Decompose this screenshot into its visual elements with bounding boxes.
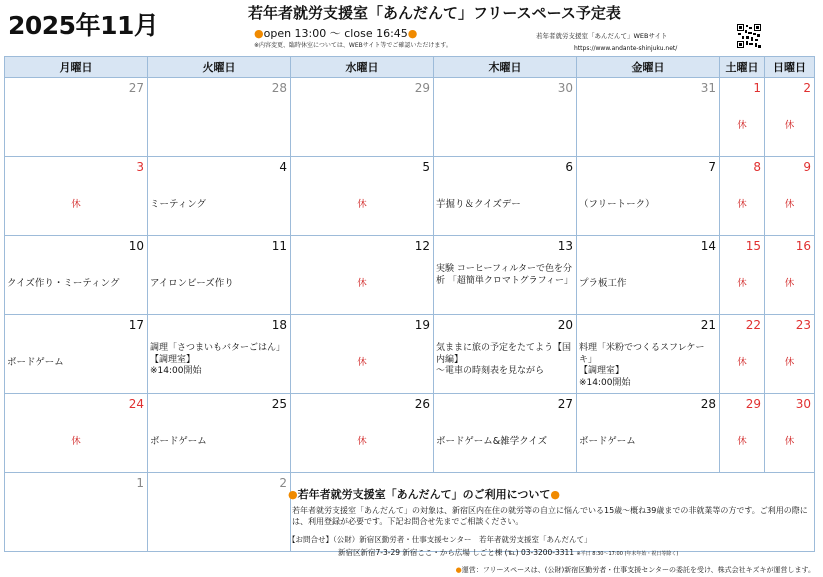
event-text: ボードゲーム [7, 357, 64, 368]
info-body: 若年者就労支援室「あんだんて」の対象は、新宿区内在住の就労等の自立に悩んでいる15歳〜概ね39歳までの非就業等の方です。ご利用の際には、利用登録が必要です。下記お問合せ先までご相談ください。 [292, 506, 808, 526]
calendar-day-cell [720, 157, 765, 236]
day-number: 17 [128, 318, 144, 332]
day-number: 21 [700, 318, 716, 332]
calendar-day-cell [148, 78, 291, 157]
day-number: 20 [557, 318, 573, 332]
closed-label: 休 [357, 278, 367, 289]
calendar-day-cell [720, 315, 765, 394]
closed-label: 休 [737, 120, 747, 131]
closed-label: 休 [357, 357, 367, 368]
footer-note [456, 565, 815, 575]
closed-label: 休 [737, 357, 747, 368]
calendar-day-cell [5, 78, 148, 157]
contact-line-2 [288, 547, 818, 558]
day-number: 22 [745, 318, 761, 332]
day-number: 30 [795, 397, 811, 411]
orange-dot-icon: ● [288, 488, 298, 501]
weekday-header: 木曜日 [434, 57, 577, 78]
calendar-day-cell [5, 236, 148, 315]
calendar-day-cell [291, 394, 434, 473]
weekday-header: 金曜日 [577, 57, 720, 78]
day-number: 26 [414, 397, 430, 411]
info-heading-line [288, 486, 818, 502]
day-number: 27 [128, 81, 144, 95]
year-month: 2025年11月 [8, 11, 159, 40]
event-text: 料理「米粉でつくるスフレケーキ」 【調理室】 ※14:00開始 [579, 343, 705, 388]
calendar-day-cell [148, 394, 291, 473]
calendar-day-cell [291, 78, 434, 157]
calendar-day-cell [765, 394, 815, 473]
closed-label: 休 [784, 120, 795, 131]
day-number: 4 [279, 160, 287, 174]
calendar-day-cell [765, 157, 815, 236]
contact-line-1: 【お問合せ】（公財）新宿区勤労者・仕事支援センター 若年者就労支援室「あんだんて」 [288, 535, 592, 544]
day-number: 28 [700, 397, 716, 411]
calendar-day-cell [291, 315, 434, 394]
event-text: クイズ作り・ミーティング [7, 278, 120, 289]
closed-label: 休 [784, 199, 795, 210]
orange-dot-icon: ● [550, 488, 560, 501]
closed-label: 休 [737, 436, 747, 447]
weekday-header: 土曜日 [720, 57, 765, 78]
event-text: ボードゲーム [579, 436, 636, 447]
weekday-header: 水曜日 [291, 57, 434, 78]
day-number: 2 [803, 81, 811, 95]
calendar-day-cell [434, 315, 577, 394]
day-number: 9 [803, 160, 811, 174]
day-number: 11 [271, 239, 287, 253]
calendar-day-cell [720, 236, 765, 315]
calendar-week-row [5, 315, 815, 394]
calendar-day-cell [434, 78, 577, 157]
day-number: 30 [557, 81, 573, 95]
day-number: 16 [795, 239, 811, 253]
notice-text: ※内容変更、臨時休室については、WEBサイト等でご確認いただけます。 [254, 42, 452, 49]
day-number: 1 [136, 476, 144, 490]
day-number: 13 [557, 239, 573, 253]
info-heading: 若年者就労支援室「あんだんて」のご利用について [297, 488, 551, 501]
closed-label: 休 [784, 436, 795, 447]
orange-dot-icon: ● [407, 27, 418, 40]
closed-label: 休 [784, 357, 795, 368]
calendar-day-cell [148, 473, 291, 552]
closed-label: 休 [357, 436, 367, 447]
calendar-day-cell [291, 236, 434, 315]
calendar-week-row [5, 157, 815, 236]
day-number: 10 [128, 239, 144, 253]
calendar-day-cell [148, 315, 291, 394]
day-number: 23 [795, 318, 811, 332]
calendar-day-cell [5, 473, 148, 552]
closed-label: 休 [357, 199, 367, 210]
hours-text: open 13:00 〜 close 16:45 [263, 27, 408, 40]
calendar-day-cell [577, 394, 720, 473]
calendar-day-cell [148, 236, 291, 315]
opening-hours [254, 25, 417, 41]
closed-label: 休 [784, 278, 795, 289]
day-number: 29 [745, 397, 761, 411]
day-number: 28 [271, 81, 287, 95]
calendar-day-cell [577, 78, 720, 157]
calendar-day-cell [577, 236, 720, 315]
weekday-header: 月曜日 [5, 57, 148, 78]
usage-info [288, 486, 818, 558]
event-text: （フリートーク） [579, 199, 655, 210]
day-number: 2 [279, 476, 287, 490]
day-number: 12 [414, 239, 430, 253]
day-number: 25 [271, 397, 287, 411]
calendar-day-cell [148, 157, 291, 236]
calendar-week-row [5, 236, 815, 315]
day-number: 18 [271, 318, 287, 332]
website-url: https://www.andante-shinjuku.net/ [574, 45, 678, 52]
day-number: 15 [745, 239, 761, 253]
day-number: 3 [136, 160, 144, 174]
page-title: 若年者就労支援室「あんだんて」フリースペース予定表 [248, 4, 621, 22]
day-number: 14 [700, 239, 716, 253]
calendar-day-cell [434, 394, 577, 473]
calendar-day-cell [577, 157, 720, 236]
calendar-day-cell [5, 394, 148, 473]
day-number: 24 [128, 397, 144, 411]
weekday-header: 火曜日 [148, 57, 291, 78]
weekday-header: 日曜日 [765, 57, 815, 78]
event-text: 芋掘り＆クイズデー [436, 199, 521, 210]
calendar-week-row [5, 394, 815, 473]
day-number: 31 [700, 81, 716, 95]
event-text: プラ板工作 [579, 278, 627, 289]
orange-dot-icon: ● [455, 566, 462, 574]
calendar-table [4, 56, 815, 552]
event-text: ボードゲーム&雑学クイズ [436, 436, 548, 447]
contact-hours: ※平日 8:30〜17:00 (年末年始・祝日等除く) [576, 551, 679, 557]
event-text: 気ままに旅の予定をたてよう【国内編】 〜電車の時刻表を見ながら [436, 343, 572, 376]
event-text: ボードゲーム [150, 436, 207, 447]
calendar-day-cell [577, 315, 720, 394]
event-text: アイロンビーズ作り [150, 278, 234, 289]
web-label: 若年者就労支援室「あんだんて」WEBサイト [536, 32, 668, 40]
footer-text: 運営：フリースペースは、(公財)新宿区勤労者・仕事支援センターの委託を受け、株式会社キズキが運営します。 [461, 566, 815, 574]
weekday-header-row [5, 57, 815, 78]
event-text: 調理「さつまいもバターごはん」 【調理室】 ※14:00開始 [150, 343, 286, 376]
closed-label: 休 [71, 436, 81, 447]
calendar-day-cell [434, 236, 577, 315]
calendar-day-cell [765, 236, 815, 315]
day-number: 19 [414, 318, 430, 332]
calendar-day-cell [5, 315, 148, 394]
day-number: 5 [422, 160, 430, 174]
qr-code-icon [737, 24, 761, 48]
orange-dot-icon: ● [254, 27, 264, 40]
day-number: 1 [753, 81, 761, 95]
contact-address: 新宿区新宿7-3-29 新宿ここ・から広場 しごと棟 (℡) 03-3200-3311 [338, 548, 575, 557]
calendar-day-cell [765, 78, 815, 157]
day-number: 29 [414, 81, 430, 95]
day-number: 27 [557, 397, 573, 411]
calendar-day-cell [434, 157, 577, 236]
closed-label: 休 [71, 199, 81, 210]
calendar-day-cell [720, 394, 765, 473]
day-number: 7 [708, 160, 716, 174]
day-number: 8 [753, 160, 761, 174]
calendar-week-row [5, 78, 815, 157]
calendar-day-cell [720, 78, 765, 157]
day-number: 6 [565, 160, 573, 174]
calendar-day-cell [291, 157, 434, 236]
closed-label: 休 [737, 278, 747, 289]
calendar-day-cell [765, 315, 815, 394]
event-text: 実験 コーヒーフィルターで色を分析 「超簡単クロマトグラフィー」 [436, 264, 573, 286]
calendar-day-cell [5, 157, 148, 236]
event-text: ミーティング [150, 199, 207, 210]
closed-label: 休 [737, 199, 747, 210]
